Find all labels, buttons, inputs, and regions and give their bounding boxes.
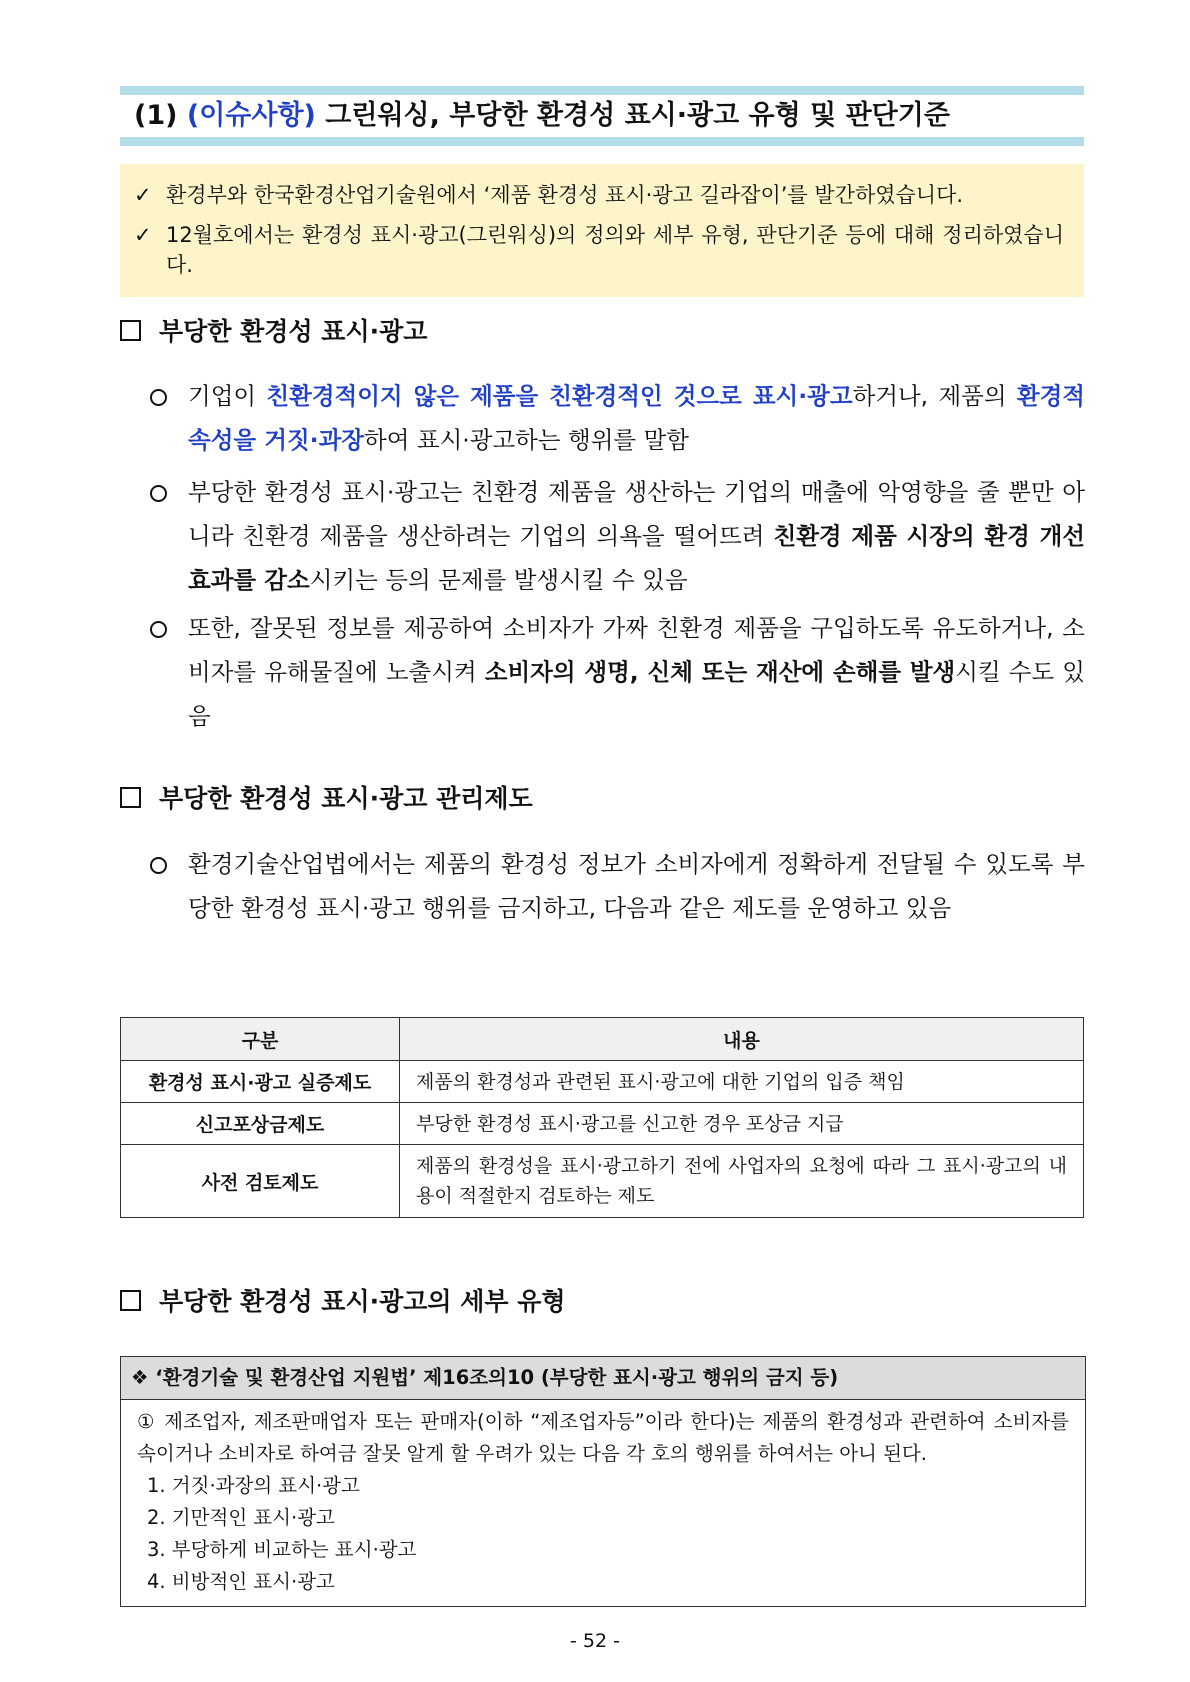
bullet-text-highlight: 환경적 속성을 거짓·과장: [188, 382, 1085, 454]
page-title: [134, 94, 950, 138]
title-text: 그린워싱, 부당한 환경성 표시·광고 유형 및 판단기준: [325, 100, 950, 131]
table-row: [121, 1145, 1084, 1218]
table-cell-category: 신고포상금제도: [121, 1103, 400, 1145]
title-number: (1): [134, 100, 178, 131]
title-issue-tag: (이슈사항): [186, 100, 316, 131]
table-cell-category: 사전 검토제도: [121, 1145, 400, 1218]
list-item: 2. 기만적인 표시·광고: [147, 1506, 335, 1529]
bullet-text-plain: 기업이: [188, 382, 267, 410]
table-row: [121, 1061, 1084, 1103]
summary-item: [134, 220, 1064, 280]
summary-item-text: 12월호에서는 환경성 표시·광고(그린워싱)의 정의와 세부 유형, 판단기준 등에 대해 정리하였습니다.: [166, 223, 1064, 277]
section-heading: [120, 1284, 566, 1320]
square-bullet-icon: [120, 320, 141, 341]
summary-item: [134, 180, 1064, 210]
circle-bullet-icon: [150, 485, 167, 502]
title-bottom-rule: [120, 137, 1084, 146]
bullet-text-plain: 시키는 등의 문제를 발생시킬 수 있음: [309, 566, 688, 594]
bullet-text-plain: 하여 표시·광고하는 행위를 말함: [364, 426, 690, 454]
bullet-text-plain: 하거나, 제품의: [852, 382, 1017, 410]
law-excerpt-title: [121, 1357, 1085, 1400]
square-bullet-icon: [120, 1290, 141, 1311]
bullet-text-bold: 친환경 제품 시장의 환경 개선 효과를 감소: [188, 522, 1085, 594]
law-title-text: ‘환경기술 및 환경산업 지원법’ 제16조의10 (부당한 표시·광고 행위의 금지 등): [155, 1366, 839, 1389]
page-number: - 52 -: [570, 1630, 620, 1652]
circle-bullet-icon: [150, 621, 167, 638]
section-heading-text: 부당한 환경성 표시·광고 관리제도: [159, 784, 533, 813]
bullet-text: [188, 606, 1085, 738]
section-heading-text: 부당한 환경성 표시·광고: [159, 317, 428, 346]
table-cell-content: 부당한 환경성 표시·광고를 신고한 경우 포상금 지급: [400, 1103, 1084, 1145]
section-heading-text: 부당한 환경성 표시·광고의 세부 유형: [159, 1287, 566, 1316]
bullet-text: [188, 374, 1085, 462]
section-heading: [120, 781, 533, 817]
table-cell-content: 제품의 환경성을 표시·광고하기 전에 사업자의 요청에 따라 그 표시·광고의 내용이 적절한지 검토하는 제도: [400, 1145, 1084, 1218]
table-cell-content: 제품의 환경성과 관련된 표시·광고에 대한 기업의 입증 책임: [400, 1061, 1084, 1103]
check-icon: ✓: [134, 223, 152, 247]
list-item: 1. 거짓·과장의 표시·광고: [147, 1474, 360, 1497]
law-excerpt-body: [121, 1400, 1085, 1606]
bullet-text-plain: 또한, 잘못된 정보를 제공하여 소비자가 가짜 친환경 제품을 구입하도록 유도하거나, 소비자를 유해물질에 노출시켜: [188, 614, 1085, 686]
table-header-category: 구분: [121, 1018, 400, 1061]
table-header-content: 내용: [400, 1018, 1084, 1061]
square-bullet-icon: [120, 787, 141, 808]
bullet-text: 환경기술산업법에서는 제품의 환경성 정보가 소비자에게 정확하게 전달될 수 있도록 부당한 환경성 표시·광고 행위를 금지하고, 다음과 같은 제도를 운영하고 있음: [188, 850, 1085, 922]
law-item-list: [137, 1470, 1069, 1598]
table-cell-category: 환경성 표시·광고 실증제도: [121, 1061, 400, 1103]
diamond-marker-icon: ❖: [131, 1366, 149, 1389]
law-paragraph: ① 제조업자, 제조판매업자 또는 판매자(이하 “제조업자등”이라 한다)는 제품의 환경성과 관련하여 소비자를 속이거나 소비자로 하여금 잘못 알게 할 우려가 있는 다음 각 호의 행위를 하여서는 아니 된다.: [137, 1410, 1069, 1465]
table-row: [121, 1103, 1084, 1145]
bullet-text-highlight: 친환경적이지 않은 제품을 친환경적인 것으로 표시·광고: [266, 382, 853, 410]
bullet-item: [150, 606, 1085, 738]
section-heading: [120, 314, 427, 350]
list-item: 3. 부당하게 비교하는 표시·광고: [147, 1538, 417, 1561]
system-table: [120, 1017, 1084, 1218]
bullet-text-bold: 소비자의 생명, 신체 또는 재산에 손해를 발생: [484, 658, 956, 686]
law-excerpt-box: [120, 1356, 1086, 1607]
list-item: 4. 비방적인 표시·광고: [147, 1570, 335, 1593]
bullet-item: [150, 842, 1085, 930]
bullet-text-plain: 시킬 수도 있음: [188, 658, 1085, 730]
summary-box: [120, 164, 1084, 297]
table-header-row: [121, 1018, 1084, 1061]
bullet-text: [188, 470, 1085, 602]
summary-item-text: 환경부와 한국환경산업기술원에서 ‘제품 환경성 표시·광고 길라잡이’를 발간하였습니다.: [166, 183, 964, 207]
bullet-item: [150, 374, 1085, 462]
bullet-text-plain: 부당한 환경성 표시·광고는 친환경 제품을 생산하는 기업의 매출에 악영향을 줄 뿐만 아니라 친환경 제품을 생산하려는 기업의 의욕을 떨어뜨려: [188, 478, 1085, 550]
check-icon: ✓: [134, 183, 152, 207]
circle-bullet-icon: [150, 857, 167, 874]
circle-bullet-icon: [150, 389, 167, 406]
bullet-item: [150, 470, 1085, 602]
